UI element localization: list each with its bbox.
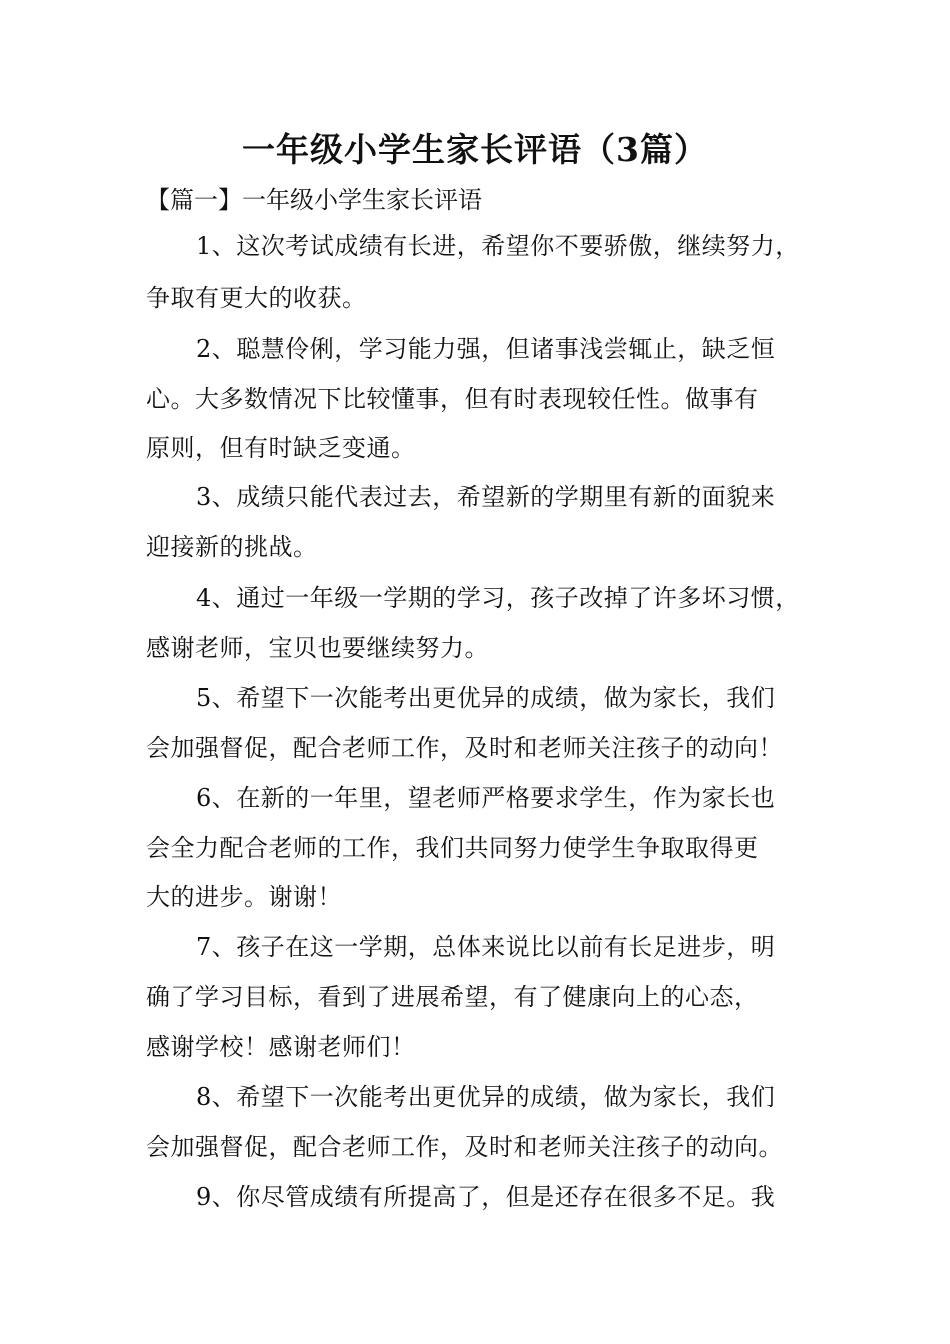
paragraph-line: 会全力配合老师的工作，我们共同努力使学生争取取得更	[146, 834, 759, 862]
paragraph-line: 原则，但有时缺乏变通。	[146, 434, 416, 462]
paragraph-line: 6、在新的一年里，望老师严格要求学生，作为家长也	[196, 784, 776, 812]
paragraph-line: 感谢学校！感谢老师们！	[146, 1033, 416, 1061]
paragraph-line: 8、希望下一次能考出更优异的成绩，做为家长，我们	[196, 1083, 776, 1111]
paragraph-line: 确了学习目标，看到了进展希望，有了健康向上的心态，	[146, 983, 759, 1011]
section-heading: 【篇一】一年级小学生家长评语	[146, 186, 482, 214]
paragraph-line: 争取有更大的收获。	[146, 284, 367, 312]
paragraph-line: 1、这次考试成绩有长进，希望你不要骄傲，继续努力，	[196, 232, 800, 260]
paragraph-line: 心。大多数情况下比较懂事，但有时表现较任性。做事有	[146, 385, 759, 413]
document-title: 一年级小学生家长评语（3篇）	[242, 130, 708, 169]
paragraph-line: 9、你尽管成绩有所提高了，但是还存在很多不足。我	[196, 1183, 776, 1211]
paragraph-line: 7、孩子在这一学期，总体来说比以前有长足进步，明	[196, 933, 776, 961]
paragraph-line: 大的进步。谢谢！	[146, 883, 342, 911]
paragraph-line: 迎接新的挑战。	[146, 533, 318, 561]
paragraph-line: 3、成绩只能代表过去，希望新的学期里有新的面貌来	[196, 483, 776, 511]
paragraph-line: 5、希望下一次能考出更优异的成绩，做为家长，我们	[196, 684, 776, 712]
paragraph-line: 4、通过一年级一学期的学习，孩子改掉了许多坏习惯，	[196, 584, 800, 612]
paragraph-line: 2、聪慧伶俐，学习能力强，但诸事浅尝辄止，缺乏恒	[196, 335, 776, 363]
paragraph-line: 会加强督促，配合老师工作，及时和老师关注孩子的动向。	[146, 1133, 783, 1161]
paragraph-line: 会加强督促，配合老师工作，及时和老师关注孩子的动向！	[146, 734, 783, 762]
paragraph-line: 感谢老师，宝贝也要继续努力。	[146, 634, 489, 662]
